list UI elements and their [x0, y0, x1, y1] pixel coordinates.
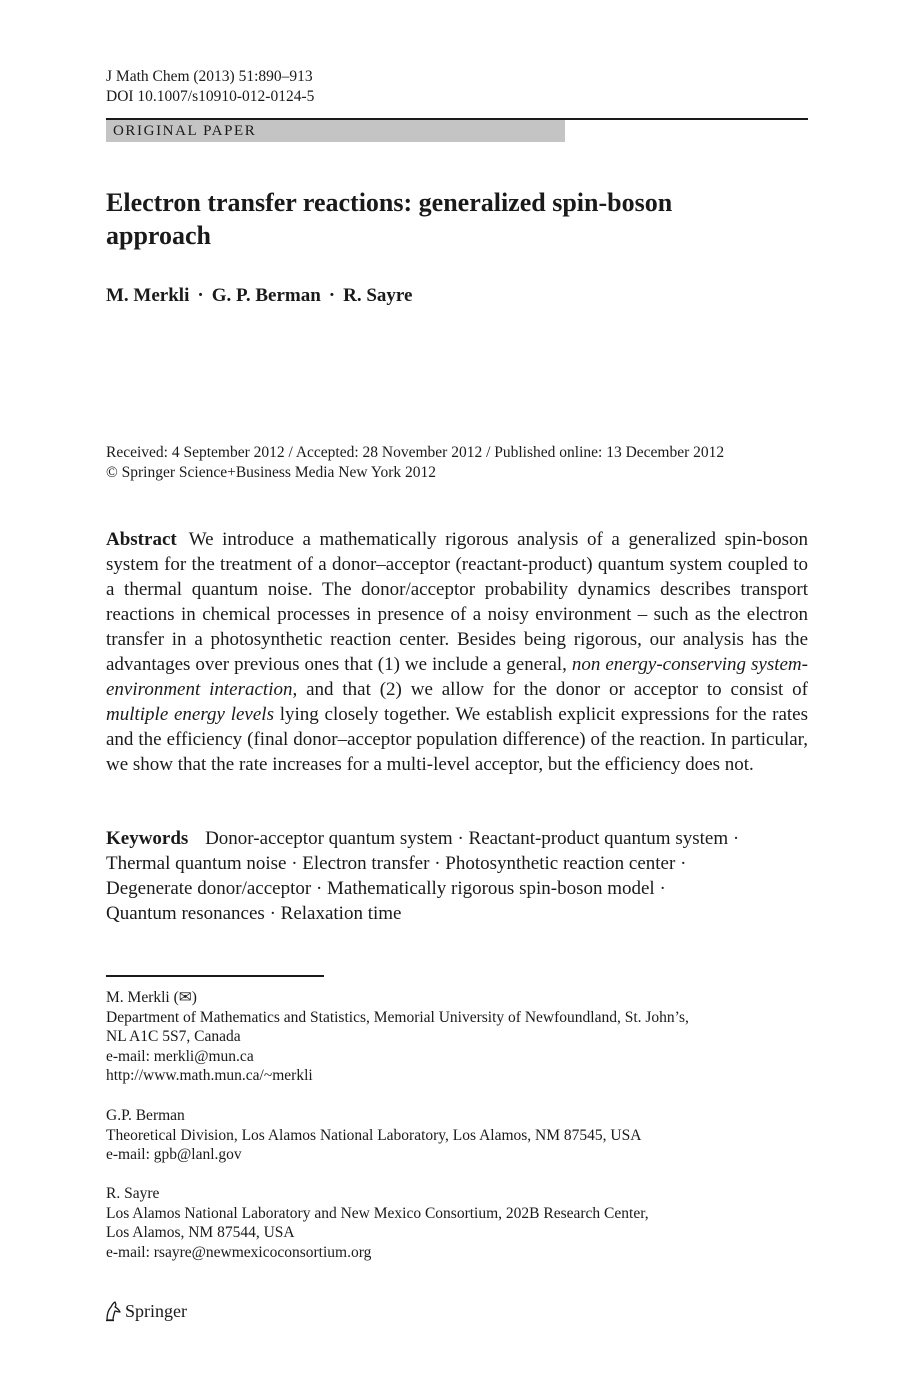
publisher-footer [104, 1299, 187, 1323]
journal-citation: J Math Chem (2013) 51:890–913 [106, 68, 313, 85]
abstract-text-3: lying closely together. We establish explicit expressions for the rates and the efficiency (final donor–acceptor population difference) of the reaction. In particular, we show that the rate increases for a multi-level acceptor, but the efficiency does not. [106, 704, 808, 775]
affiliation-name: R. Sayre [106, 1185, 160, 1202]
history-dates: Received: 4 September 2012 / Accepted: 28 November 2012 / Published online: 13 December 2012 [106, 444, 725, 461]
affiliation-email[interactable]: e-mail: rsayre@newmexicoconsortium.org [106, 1243, 372, 1261]
affiliation-url[interactable]: http://www.math.mun.ca/~merkli [106, 1067, 313, 1084]
affiliation-email[interactable]: e-mail: gpb@lanl.gov [106, 1146, 242, 1163]
affiliation-line: Los Alamos, NM 87544, USA [106, 1224, 295, 1241]
author-separator: · [328, 285, 336, 306]
publication-history [106, 443, 826, 483]
author-separator: · [197, 285, 204, 306]
affiliation-line: Department of Mathematics and Statistics, Memorial University of Newfoundland, St. John’s, [106, 1008, 689, 1026]
author-2: G. P. Berman [211, 285, 321, 306]
title-line-1: Electron transfer reactions: generalized spin-boson [106, 188, 673, 217]
abstract-emphasis-2: multiple energy levels [106, 704, 274, 725]
affiliation-name: M. Merkli (✉) [106, 989, 197, 1006]
affiliation-line: Theoretical Division, Los Alamos National Laboratory, Los Alamos, NM 87545, USA [106, 1126, 642, 1144]
author-3: R. Sayre [343, 285, 413, 306]
envelope-icon: ✉ [178, 989, 192, 1006]
affiliation-line: NL A1C 5S7, Canada [106, 1028, 241, 1045]
keywords [106, 826, 808, 926]
keywords-label: Keywords [106, 828, 189, 849]
author-list [106, 284, 412, 308]
affiliation-line: Los Alamos National Laboratory and New Mexico Consortium, 202B Research Center, [106, 1204, 649, 1222]
keyword-item: Quantum resonances · [106, 903, 276, 924]
affiliation-sayre [106, 1184, 826, 1262]
abstract [106, 527, 808, 777]
keyword-item: Reactant-product quantum system · [468, 828, 740, 849]
footnote-rule [106, 975, 324, 977]
title-line-2: approach [106, 221, 211, 250]
publisher-name: Springer [125, 1301, 187, 1321]
abstract-label: Abstract [106, 529, 177, 550]
section-label: ORIGINAL PAPER [113, 123, 257, 139]
journal-header [106, 67, 314, 107]
affiliation-merkli [106, 988, 826, 1086]
section-band [106, 120, 565, 142]
paper-title [106, 186, 806, 252]
copyright-line: © Springer Science+Business Media New York 2012 [106, 464, 437, 481]
keyword-item: Photosynthetic reaction center · [445, 853, 687, 874]
springer-horse-icon [104, 1300, 122, 1322]
abstract-text-1: We introduce a mathematically rigorous analysis of a generalized spin-boson system for the treatment of a donor–acceptor (reactant-product) quantum system coupled to a thermal quantum noise. The donor/acceptor probability dynamics describes transport reactions in chemical processes in presence of a noisy environment – such as the electron transfer in a photosynthetic reaction center. Besides being rigorous, our analysis has the advantages over previous ones that (1) we include a general, [106, 529, 808, 675]
keyword-item: Electron transfer · [302, 853, 441, 874]
abstract-text-2: , and that (2) we allow for the donor or acceptor to consist of [292, 679, 808, 700]
keyword-item: Relaxation time [280, 903, 402, 924]
affiliation-email[interactable]: e-mail: merkli@mun.ca [106, 1047, 254, 1065]
keyword-item: Mathematically rigorous spin-boson model · [327, 878, 666, 899]
keyword-item: Degenerate donor/acceptor · [106, 878, 323, 899]
affiliation-name: G.P. Berman [106, 1107, 185, 1124]
keyword-item: Thermal quantum noise · [106, 853, 298, 874]
affiliation-berman [106, 1106, 826, 1165]
doi: DOI 10.1007/s10910-012-0124-5 [106, 88, 315, 105]
abstract-emphasis-1: non energy-conserving system-environment interaction [106, 654, 808, 700]
author-1: M. Merkli [106, 285, 190, 306]
keyword-item: Donor-acceptor quantum system · [205, 828, 464, 849]
